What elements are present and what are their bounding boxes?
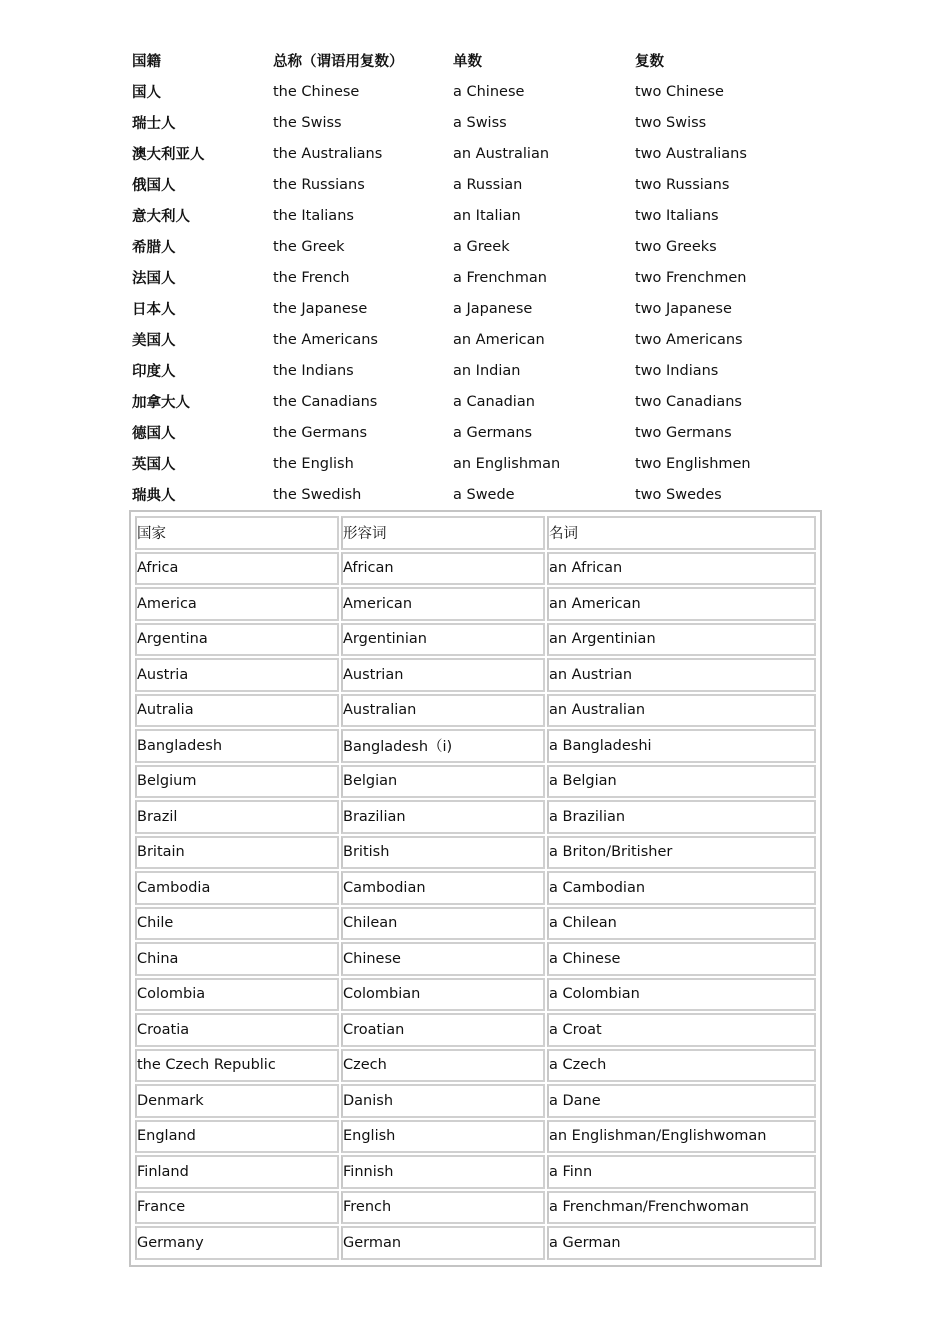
adjective-cell: French	[341, 1191, 545, 1225]
table-row	[135, 1013, 816, 1047]
collective-cell: the Germans	[273, 424, 368, 441]
singular-cell: a Canadian	[453, 393, 535, 410]
table-row	[135, 1226, 816, 1260]
singular-cell: a Swede	[453, 486, 515, 503]
noun-cell: a Croat	[547, 1013, 816, 1047]
country-cell: Finland	[135, 1155, 339, 1189]
noun-cell: a Colombian	[547, 978, 816, 1012]
collective-cell: the Australians	[273, 145, 383, 162]
country-cell: Africa	[135, 552, 339, 586]
table-row	[130, 479, 815, 510]
country-cell: China	[135, 942, 339, 976]
table-row	[130, 138, 815, 169]
singular-cell: an Italian	[453, 207, 521, 224]
table-row	[135, 765, 816, 799]
country-cell: Denmark	[135, 1084, 339, 1118]
nationality-table-body	[130, 76, 815, 510]
plural-cell: two Indians	[635, 362, 719, 379]
noun-cell: a Cambodian	[547, 871, 816, 905]
table-row	[130, 448, 815, 479]
nationality-cell: 瑞典人	[132, 488, 176, 504]
plural-cell: two Greeks	[635, 238, 717, 255]
noun-cell: a Brazilian	[547, 800, 816, 834]
table-row	[130, 324, 815, 355]
singular-cell: an American	[453, 331, 545, 348]
country-cell: Germany	[135, 1226, 339, 1260]
collective-cell: the Canadians	[273, 393, 378, 410]
noun-cell: a German	[547, 1226, 816, 1260]
table-row	[130, 107, 815, 138]
nationality-cell: 俄国人	[132, 178, 176, 194]
table-row	[135, 1084, 816, 1118]
country-cell: Austria	[135, 658, 339, 692]
adjective-cell: Croatian	[341, 1013, 545, 1047]
singular-cell: a Swiss	[453, 114, 507, 131]
country-cell: Bangladesh	[135, 729, 339, 763]
nationality-cell: 希腊人	[132, 240, 176, 256]
table-row	[135, 836, 816, 870]
nationality-table	[130, 45, 815, 510]
noun-cell: a Belgian	[547, 765, 816, 799]
nationality-cell: 英国人	[132, 457, 176, 473]
country-table-body	[135, 516, 816, 1260]
noun-cell: a Chilean	[547, 907, 816, 941]
table-row	[135, 871, 816, 905]
nationality-cell: 德国人	[132, 426, 176, 442]
noun-cell: a Bangladeshi	[547, 729, 816, 763]
plural-cell: two Swiss	[635, 114, 707, 131]
collective-cell: the Japanese	[273, 300, 368, 317]
table-row	[135, 587, 816, 621]
nationality-cell: 加拿大人	[132, 395, 190, 411]
plural-cell: two Americans	[635, 331, 743, 348]
nationality-header-row	[130, 45, 815, 76]
table-row	[135, 694, 816, 728]
adjective-cell: Argentinian	[341, 623, 545, 657]
adjective-cell: Cambodian	[341, 871, 545, 905]
table-row	[130, 293, 815, 324]
adjective-cell: Belgian	[341, 765, 545, 799]
country-cell: Belgium	[135, 765, 339, 799]
collective-cell: the Italians	[273, 207, 354, 224]
table-row	[135, 978, 816, 1012]
adjective-cell: Austrian	[341, 658, 545, 692]
adjective-cell: Chilean	[341, 907, 545, 941]
noun-cell: a Finn	[547, 1155, 816, 1189]
collective-cell: the Greek	[273, 238, 345, 255]
noun-cell: an Austrian	[547, 658, 816, 692]
table-row	[130, 231, 815, 262]
noun-cell: a Briton/Britisher	[547, 836, 816, 870]
collective-cell: the Indians	[273, 362, 354, 379]
table-row	[135, 1191, 816, 1225]
table-row	[130, 169, 815, 200]
singular-cell: a Japanese	[453, 300, 533, 317]
adjective-cell: English	[341, 1120, 545, 1154]
noun-cell: a Frenchman/Frenchwoman	[547, 1191, 816, 1225]
singular-cell: an Australian	[453, 145, 550, 162]
noun-cell: an African	[547, 552, 816, 586]
adjective-cell: Brazilian	[341, 800, 545, 834]
collective-cell: the Swedish	[273, 486, 362, 503]
adjective-cell: British	[341, 836, 545, 870]
table-row	[135, 552, 816, 586]
singular-cell: a Greek	[453, 238, 510, 255]
singular-cell: a Russian	[453, 176, 523, 193]
table-row	[130, 200, 815, 231]
table-row	[130, 262, 815, 293]
header-nationality: 国籍	[132, 54, 161, 70]
table-row	[135, 729, 816, 763]
country-cell: Croatia	[135, 1013, 339, 1047]
singular-cell: a Germans	[453, 424, 533, 441]
plural-cell: two Englishmen	[635, 455, 751, 472]
header-singular: 单数	[453, 54, 482, 70]
nationality-cell: 美国人	[132, 333, 176, 349]
noun-cell: an American	[547, 587, 816, 621]
collective-cell: the Chinese	[273, 83, 360, 100]
nationality-cell: 印度人	[132, 364, 176, 380]
table-row	[135, 1120, 816, 1154]
noun-cell: an Argentinian	[547, 623, 816, 657]
table-row	[130, 417, 815, 448]
adjective-cell: German	[341, 1226, 545, 1260]
country-table-frame	[129, 510, 822, 1267]
table-row	[130, 386, 815, 417]
adjective-cell: Danish	[341, 1084, 545, 1118]
country-cell: America	[135, 587, 339, 621]
country-cell: Autralia	[135, 694, 339, 728]
collective-cell: the Russians	[273, 176, 365, 193]
country-cell: Chile	[135, 907, 339, 941]
country-cell: France	[135, 1191, 339, 1225]
table-row	[135, 658, 816, 692]
country-cell: England	[135, 1120, 339, 1154]
country-cell: Colombia	[135, 978, 339, 1012]
adjective-cell: Colombian	[341, 978, 545, 1012]
adjective-cell: American	[341, 587, 545, 621]
singular-cell: an Englishman	[453, 455, 561, 472]
header-country: 国家	[135, 516, 339, 550]
singular-cell: an Indian	[453, 362, 521, 379]
noun-cell: a Dane	[547, 1084, 816, 1118]
header-adjective: 形容词	[341, 516, 545, 550]
plural-cell: two Canadians	[635, 393, 742, 410]
collective-cell: the Swiss	[273, 114, 342, 131]
table-row	[135, 623, 816, 657]
collective-cell: the English	[273, 455, 354, 472]
singular-cell: a Frenchman	[453, 269, 547, 286]
plural-cell: two Russians	[635, 176, 730, 193]
plural-cell: two Japanese	[635, 300, 732, 317]
plural-cell: two Frenchmen	[635, 269, 747, 286]
table-row	[130, 76, 815, 107]
nationality-cell: 瑞士人	[132, 116, 176, 132]
plural-cell: two Germans	[635, 424, 732, 441]
adjective-cell: Chinese	[341, 942, 545, 976]
table-row	[135, 942, 816, 976]
header-collective: 总称（谓语用复数）	[273, 54, 404, 70]
adjective-cell: Finnish	[341, 1155, 545, 1189]
noun-cell: an Australian	[547, 694, 816, 728]
noun-cell: a Czech	[547, 1049, 816, 1083]
country-table	[133, 514, 818, 1262]
header-noun: 名词	[547, 516, 816, 550]
plural-cell: two Italians	[635, 207, 719, 224]
adjective-cell: African	[341, 552, 545, 586]
country-cell: Cambodia	[135, 871, 339, 905]
country-cell: Argentina	[135, 623, 339, 657]
collective-cell: the Americans	[273, 331, 378, 348]
adjective-cell: Australian	[341, 694, 545, 728]
nationality-cell: 澳大利亚人	[132, 147, 205, 163]
plural-cell: two Chinese	[635, 83, 724, 100]
country-header-row	[135, 516, 816, 550]
noun-cell: a Chinese	[547, 942, 816, 976]
table-row	[135, 907, 816, 941]
nationality-cell: 国人	[132, 85, 161, 101]
table-row	[130, 355, 815, 386]
table-row	[135, 1155, 816, 1189]
table-row	[135, 800, 816, 834]
nationality-cell: 法国人	[132, 271, 176, 287]
noun-cell: an Englishman/Englishwoman	[547, 1120, 816, 1154]
adjective-cell: Czech	[341, 1049, 545, 1083]
adjective-cell: Bangladesh（i)	[341, 729, 545, 763]
nationality-cell: 日本人	[132, 302, 176, 318]
collective-cell: the French	[273, 269, 350, 286]
plural-cell: two Australians	[635, 145, 747, 162]
singular-cell: a Chinese	[453, 83, 525, 100]
country-cell: Britain	[135, 836, 339, 870]
header-plural: 复数	[635, 54, 664, 70]
country-cell: Brazil	[135, 800, 339, 834]
nationality-cell: 意大利人	[132, 209, 190, 225]
country-cell: the Czech Republic	[135, 1049, 339, 1083]
plural-cell: two Swedes	[635, 486, 722, 503]
table-row	[135, 1049, 816, 1083]
